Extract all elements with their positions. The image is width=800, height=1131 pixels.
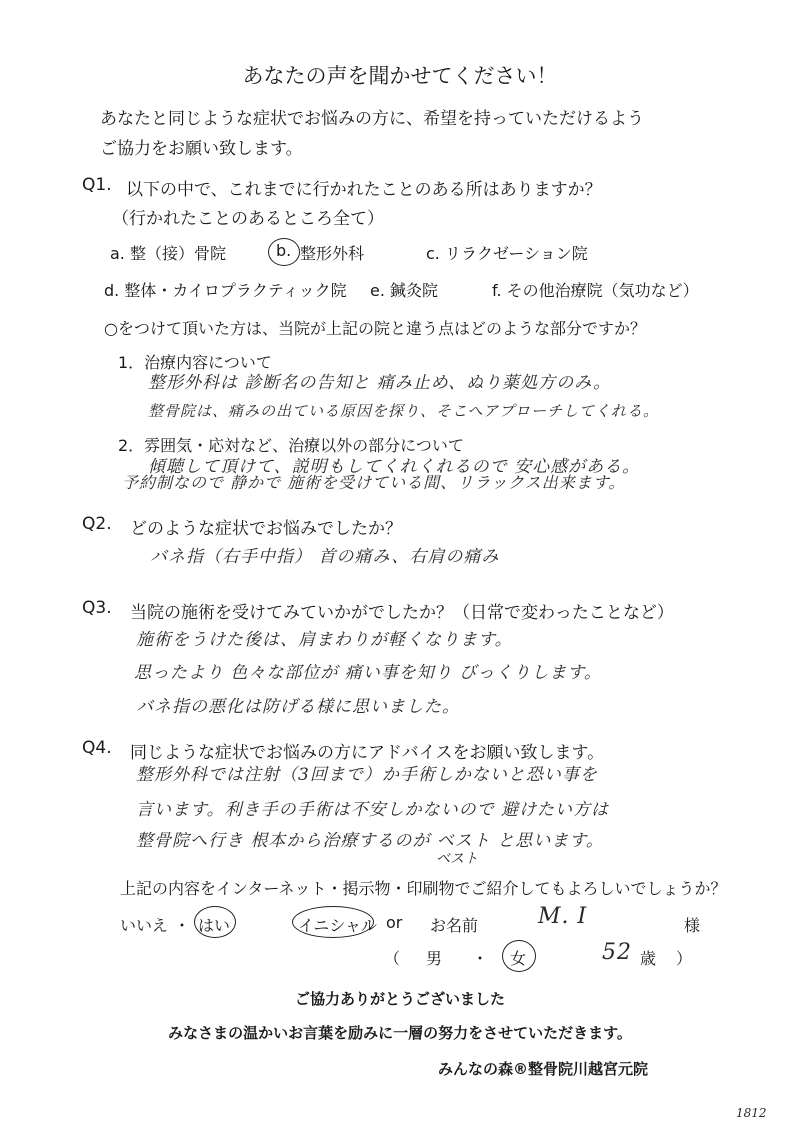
consent-male: 男 xyxy=(426,949,443,968)
q1-item1-label: 1．治療内容について xyxy=(118,353,272,372)
consent-dot: ・ xyxy=(174,916,191,935)
intro-line-2: ご協力をお願い致します。 xyxy=(100,139,303,159)
q1-option-a: a. 整（接）骨院 xyxy=(110,244,226,263)
q1-item2-answer-2: 予約制なので 静かで 施術を受けている間、リラックス出来ます。 xyxy=(122,473,626,492)
q1-item2-label: 2．雰囲気・応対など、治療以外の部分について xyxy=(118,436,464,455)
q1-option-e: e. 鍼灸院 xyxy=(370,281,439,300)
consent-yes: はい xyxy=(198,916,231,935)
consent-female: 女 xyxy=(510,949,527,968)
q2-label: Q2. xyxy=(82,514,112,534)
q1-question: 以下の中で、これまでに行かれたことのある所はありますか？ xyxy=(126,180,602,200)
consent-age-value: 52 xyxy=(602,940,632,965)
consent-no: いいえ xyxy=(120,916,169,935)
q3-label: Q3. xyxy=(82,598,112,618)
q3-answer-2: 思ったより 色々な部位が 痛い事を知り びっくりします。 xyxy=(134,663,602,683)
consent-question: 上記の内容をインターネット・掲示物・印刷物でご紹介してもよろしいでしょうか？ xyxy=(120,879,727,898)
q1-label: Q1. xyxy=(82,175,112,195)
q4-answer-3: 整骨院へ行き 根本から治療するのが ベスト と思います。 xyxy=(136,831,604,851)
intro-line-1: あなたと同じような症状でお悩みの方に、希望を持っていただけるよう xyxy=(100,109,644,129)
q4-answer-2: 言います。利き手の手術は不安しかないので 避けたい方は xyxy=(136,800,610,820)
consent-name-label: お名前 xyxy=(430,916,479,935)
q1-option-f: f. その他治療院（気功など） xyxy=(492,281,699,300)
consent-sama: 様 xyxy=(684,916,701,935)
closing-thanks: ご協力ありがとうございました xyxy=(294,990,505,1008)
q1-item2-answer-1: 傾聴して頂けて、説明もしてくれくれるので 安心感がある。 xyxy=(148,457,641,477)
q3-answer-1: 施術をうけた後は、肩まわりが軽くなります。 xyxy=(136,630,513,650)
consent-gender-dot: ・ xyxy=(472,949,489,968)
q1-option-b-letter: b. xyxy=(276,241,292,260)
consent-paren-close: ） xyxy=(676,949,693,968)
q1-item1-answer-2: 整骨院は、痛みの出ている原因を探り、そこへアプローチしてくれる。 xyxy=(148,402,659,420)
q1-item1-answer-1: 整形外科は 診断名の告知と 痛み止め、ぬり薬処方のみ。 xyxy=(148,373,612,393)
q4-question: 同じような症状でお悩みの方にアドバイスをお願い致します。 xyxy=(130,743,605,763)
consent-or: or xyxy=(386,913,403,932)
consent-initial: イニシャル xyxy=(298,916,378,935)
q3-answer-3: バネ指の悪化は防げる様に思いました。 xyxy=(136,697,460,717)
q3-question: 当院の施術を受けてみていかがでしたか？（日常で変わったことなど） xyxy=(130,603,674,623)
q4-correction-note: ベスト xyxy=(436,851,478,867)
closing-message: みなさまの温かいお言葉を励みに一層の努力をさせていただきます。 xyxy=(168,1024,632,1042)
consent-name-value: M. I xyxy=(538,904,588,929)
q1-followup: ○をつけて頂いた方は、当院が上記の院と違う点はどのような部分ですか？ xyxy=(104,319,646,338)
clinic-name: みんなの森®整骨院川越宮元院 xyxy=(438,1060,649,1078)
q4-label: Q4. xyxy=(82,738,112,758)
q1-option-c: c. リラクゼーション院 xyxy=(426,244,588,263)
consent-paren-open: （ xyxy=(384,949,401,968)
q1-subtitle: （行かれたことのあるところ全て） xyxy=(112,209,384,229)
page-title: あなたの声を聞かせてください！ xyxy=(242,64,558,88)
q4-answer-1: 整形外科では注射（3回まで）か手術しかないと恐い事を xyxy=(136,765,598,785)
q1-option-b: 整形外科 xyxy=(300,244,365,263)
q2-question: どのような症状でお悩みでしたか？ xyxy=(130,519,402,539)
q2-answer: バネ指（右手中指） 首の痛み、右肩の痛み xyxy=(150,547,500,567)
consent-age-unit: 歳 xyxy=(640,949,657,968)
corner-note: 1812 xyxy=(736,1106,767,1120)
q1-option-d: d. 整体・カイロプラクティック院 xyxy=(104,281,347,300)
